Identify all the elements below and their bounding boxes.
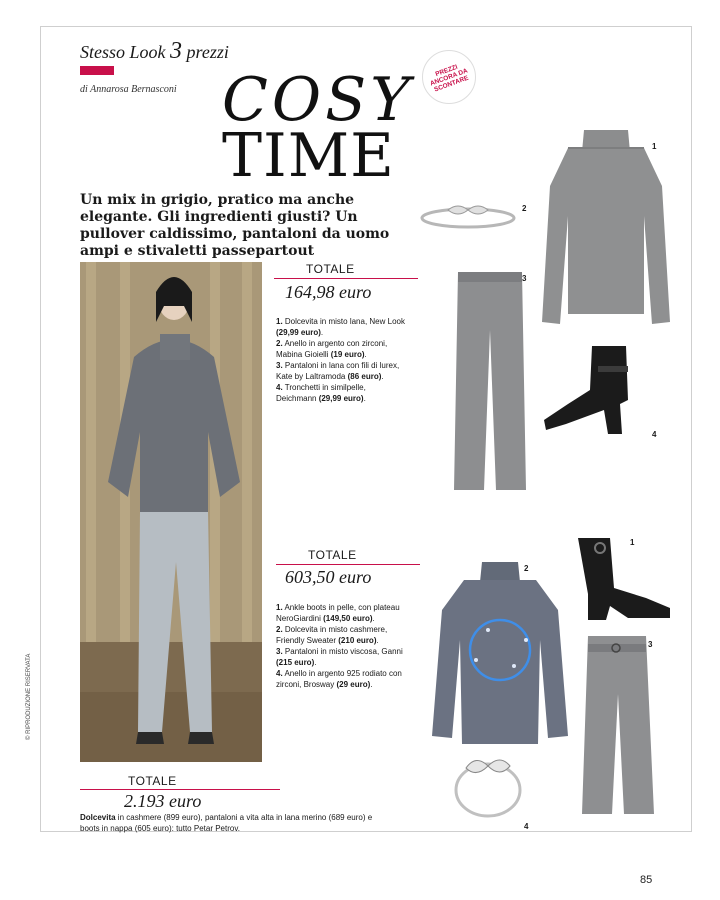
product-number: 2 <box>524 564 529 573</box>
title-line-1: COSY <box>222 65 414 135</box>
list-item: 2. Dolcevita in misto cashmere, Friendly Sweater (210 euro). <box>276 625 388 645</box>
grey-turtleneck-sweater-2 <box>430 560 570 750</box>
product-number: 4 <box>524 822 529 831</box>
product-number: 3 <box>648 640 653 649</box>
price-stamp-badge: PREZZI ANCORA DA SCONTARE <box>422 50 476 104</box>
black-ankle-boot-2 <box>570 534 674 624</box>
look3-total-amount: 2.193 euro <box>124 791 202 811</box>
list-item: 3. Pantaloni in lana con fili di lurex, Kate by Laltramoda (86 euro). <box>276 361 400 381</box>
copyright-side-text: © RIPRODUZIONE RISERVATA <box>26 653 32 740</box>
look3-total-label: TOTALE <box>128 774 177 788</box>
look2-total-rule <box>276 564 420 565</box>
look2-item-list <box>276 602 406 690</box>
product-number: 4 <box>652 430 657 439</box>
byline: di Annarosa Bernasconi <box>80 84 177 95</box>
lead-paragraph: Un mix in grigio, pratico ma anche elegante. Gli ingredienti giusti? Un pullover caldissimo, pantaloni da uomo ampi e stivaletti passepartout <box>80 192 390 259</box>
silver-infinity-ring <box>418 200 518 230</box>
runway-photo <box>80 262 262 762</box>
look1-total-label: TOTALE <box>306 262 355 276</box>
look3-caption: Dolcevita in cashmere (899 euro), pantaloni a vita alta in lana merino (689 euro) e boots in nappa (605 euro): tutto Petar Petrov. <box>80 813 373 833</box>
look3-total-rule <box>80 789 280 790</box>
product-number: 3 <box>522 274 527 283</box>
look2-total-amount: 603,50 euro <box>285 567 372 587</box>
list-item: 4. Tronchetti in similpelle, Deichmann (29,99 euro). <box>276 383 366 403</box>
list-item: 1. Dolcevita in misto lana, New Look (29,99 euro). <box>276 317 405 337</box>
accent-bar <box>80 66 114 75</box>
list-item: 3. Pantaloni in misto viscosa, Ganni (215 euro). <box>276 647 403 667</box>
list-item: 1. Ankle boots in pelle, con plateau NeroGiardini (149,50 euro). <box>276 603 400 623</box>
grey-turtleneck-sweater-1 <box>540 126 672 332</box>
list-item: 2. Anello in argento con zirconi, Mabina Gioielli (19 euro). <box>276 339 388 359</box>
product-number: 2 <box>522 204 527 213</box>
look1-total-rule <box>274 278 418 279</box>
product-number: 1 <box>652 142 657 151</box>
look2-total-label: TOTALE <box>308 548 357 562</box>
silver-infinity-ring-2 <box>448 744 528 824</box>
black-ankle-boot-1 <box>542 344 646 438</box>
look1-total-amount: 164,98 euro <box>285 282 372 302</box>
title-line-2: TIME <box>222 121 395 191</box>
look1-item-list <box>276 316 406 404</box>
product-number: 1 <box>630 538 635 547</box>
grey-wide-trousers-2 <box>578 634 658 818</box>
page-number: 85 <box>640 874 653 886</box>
section-kicker: Stesso Look 3 prezzi <box>80 38 229 64</box>
list-item: 4. Anello in argento 925 rodiato con zirconi, Brosway (29 euro). <box>276 669 402 689</box>
grey-wide-trousers-1 <box>446 270 534 494</box>
runway-model-illustration <box>80 262 262 762</box>
